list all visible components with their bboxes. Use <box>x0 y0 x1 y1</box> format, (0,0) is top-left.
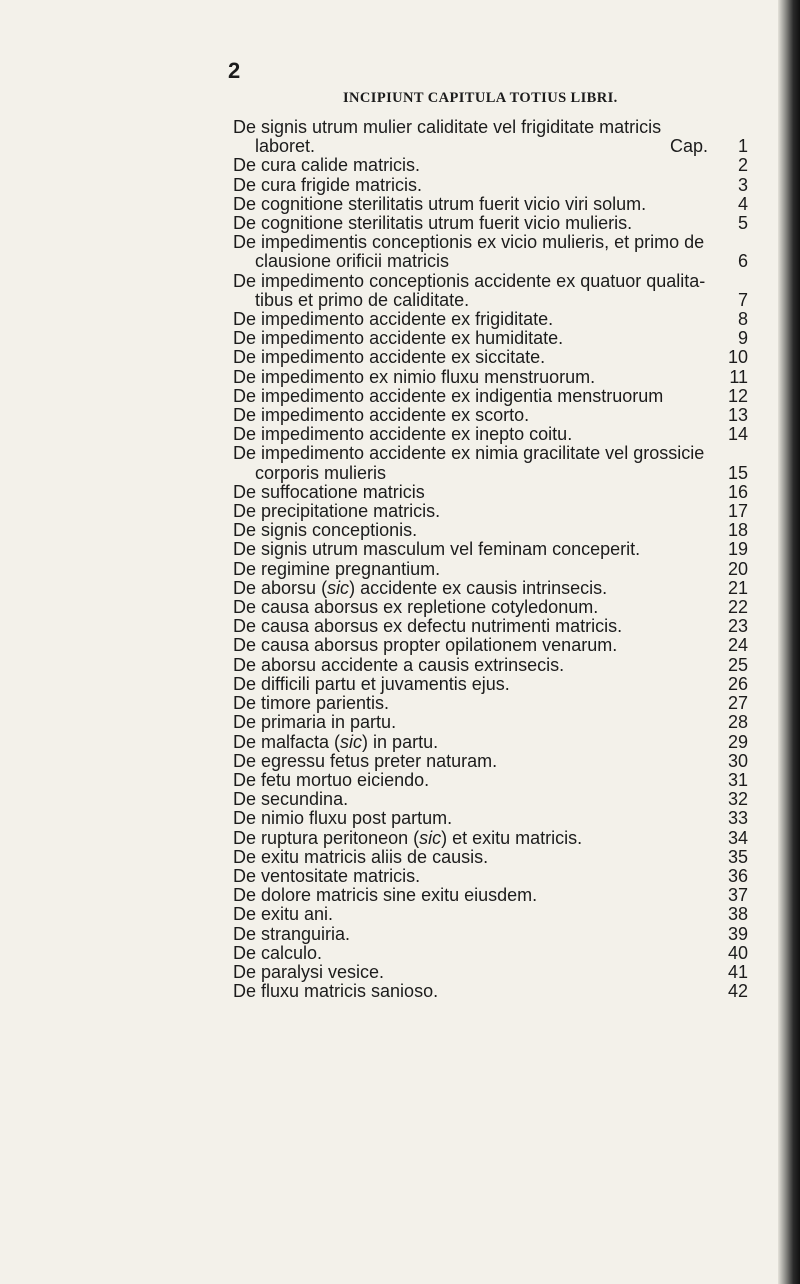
chapter-number: 28 <box>727 712 748 733</box>
toc-entry-text: De suffocatione matricis <box>233 481 425 502</box>
chapter-number: 32 <box>727 789 748 810</box>
toc-entry-text: De cognitione sterilitatis utrum fuerit vicio viri solum. <box>233 193 647 214</box>
toc-entry-text: De impedimento accidente ex humiditate. <box>233 328 564 349</box>
toc-entry-text: tibus et primo de caliditate. <box>255 289 470 310</box>
toc-entry-text: clausione orificii matricis <box>255 251 450 272</box>
toc-entry <box>233 368 748 387</box>
chapter-number: 38 <box>727 904 748 925</box>
toc-entry <box>233 713 748 732</box>
toc-entry <box>233 867 748 886</box>
chapter-number: 4 <box>737 193 748 214</box>
chapter-number: 17 <box>727 501 748 522</box>
toc-entry-text: De exitu matricis aliis de causis. <box>233 846 489 867</box>
toc-entry <box>233 195 748 214</box>
toc-entry <box>233 272 748 310</box>
toc-entry-text: corporis mulieris <box>255 462 387 483</box>
chapter-number: 33 <box>727 808 748 829</box>
table-of-contents <box>233 118 748 1001</box>
chapter-number: 18 <box>727 520 748 541</box>
toc-entry <box>233 982 748 1001</box>
toc-entry-text: De ruptura peritoneon (sic) et exitu matricis. <box>233 827 583 848</box>
chapter-number: 1 <box>737 136 748 157</box>
toc-entry <box>233 310 748 329</box>
toc-entry-text: De impedimento conceptionis accidente ex quatuor qualita- <box>233 270 706 291</box>
toc-entry-text: De cognitione sterilitatis utrum fuerit vicio mulieris. <box>233 213 633 234</box>
toc-entry-text: De cura calide matricis. <box>233 155 421 176</box>
toc-entry <box>233 233 748 271</box>
toc-entry <box>233 425 748 444</box>
toc-entry <box>233 636 748 655</box>
chapter-number: 20 <box>727 558 748 579</box>
toc-entry-text: De impedimento accidente ex frigiditate. <box>233 309 554 330</box>
toc-entry-text: De fluxu matricis sanioso. <box>233 981 439 1002</box>
toc-entry-text: De exitu ani. <box>233 904 334 925</box>
toc-entry-text: De ventositate matricis. <box>233 865 421 886</box>
running-head: INCIPIUNT CAPITULA TOTIUS LIBRI. <box>343 90 618 106</box>
page-edge-shadow <box>778 0 800 1284</box>
toc-entry-text: De impedimento accidente ex indigentia menstruorum <box>233 385 664 406</box>
chapter-number: 7 <box>737 289 748 310</box>
toc-entry-text: De impedimento ex nimio fluxu menstruorum. <box>233 366 596 387</box>
toc-entry <box>233 656 748 675</box>
toc-entry-text: De impedimento accidente ex scorto. <box>233 405 530 426</box>
chapter-number: 19 <box>727 539 748 560</box>
toc-entry <box>233 963 748 982</box>
chapter-number: 14 <box>727 424 748 445</box>
toc-entry-text: De causa aborsus ex defectu nutrimenti matricis. <box>233 616 623 637</box>
toc-entry <box>233 829 748 848</box>
chapter-number: 40 <box>727 942 748 963</box>
toc-entry <box>233 348 748 367</box>
chapter-number: 26 <box>727 673 748 694</box>
toc-entry <box>233 502 748 521</box>
toc-entry <box>233 733 748 752</box>
chapter-number: 29 <box>727 731 748 752</box>
chapter-number: 41 <box>727 961 748 982</box>
chapter-number: 30 <box>727 750 748 771</box>
toc-entry <box>233 905 748 924</box>
chapter-number: 25 <box>727 654 748 675</box>
toc-entry <box>233 329 748 348</box>
toc-entry-text: De malfacta (sic) in partu. <box>233 731 439 752</box>
toc-entry <box>233 925 748 944</box>
chapter-number: 13 <box>727 405 748 426</box>
toc-entry-text: laboret. <box>255 136 316 157</box>
toc-entry-text: De impedimentis conceptionis ex vicio mulieris, et primo de <box>233 232 705 253</box>
chapter-number: 12 <box>727 385 748 406</box>
toc-entry <box>233 752 748 771</box>
toc-entry-text: De fetu mortuo eiciendo. <box>233 769 430 790</box>
chapter-number: 42 <box>727 981 748 1002</box>
chapter-number: 21 <box>727 577 748 598</box>
toc-entry <box>233 771 748 790</box>
chapter-number: 37 <box>727 885 748 906</box>
chapter-number: 16 <box>727 481 748 502</box>
toc-entry-text: De stranguiria. <box>233 923 351 944</box>
toc-entry <box>233 790 748 809</box>
toc-entry-text: De aborsu accidente a causis extrinsecis. <box>233 654 565 675</box>
chapter-number: 24 <box>727 635 748 656</box>
toc-entry-text: De nimio fluxu post partum. <box>233 808 453 829</box>
chapter-number: 11 <box>729 366 748 387</box>
chapter-number: 31 <box>727 769 748 790</box>
toc-entry <box>233 540 748 559</box>
toc-entry-text: De signis utrum mulier caliditate vel frigiditate matricis <box>233 117 662 137</box>
chapter-number: 34 <box>727 827 748 848</box>
toc-entry-text: De timore parientis. <box>233 693 390 714</box>
page-number: 2 <box>228 58 241 83</box>
toc-entry-text: De secundina. <box>233 789 349 810</box>
toc-entry <box>233 156 748 175</box>
toc-entry <box>233 444 748 482</box>
toc-entry <box>233 406 748 425</box>
toc-entry-text: De precipitatione matricis. <box>233 501 441 522</box>
chapter-number: 27 <box>727 693 748 714</box>
chapter-number: 36 <box>727 865 748 886</box>
toc-entry-text: De primaria in partu. <box>233 712 397 733</box>
chapter-number: 5 <box>737 213 748 234</box>
toc-entry <box>233 809 748 828</box>
toc-entry <box>233 675 748 694</box>
chapter-number: 35 <box>727 846 748 867</box>
toc-entry <box>233 214 748 233</box>
toc-entry <box>233 118 748 156</box>
toc-entry <box>233 176 748 195</box>
chapter-number: 39 <box>727 923 748 944</box>
toc-entry <box>233 483 748 502</box>
toc-entry-text: De paralysi vesice. <box>233 961 385 982</box>
chapter-number: 15 <box>727 462 748 483</box>
chapter-number: 2 <box>737 155 748 176</box>
toc-entry-text: De impedimento accidente ex inepto coitu. <box>233 424 573 445</box>
chapter-number: 6 <box>737 251 748 272</box>
toc-entry <box>233 521 748 540</box>
toc-entry-text: De impedimento accidente ex nimia gracilitate vel grossicie <box>233 443 705 464</box>
toc-entry-text: De causa aborsus propter opilationem venarum. <box>233 635 618 656</box>
toc-entry <box>233 617 748 636</box>
chapter-number: 9 <box>737 328 748 349</box>
toc-entry-text: De signis conceptionis. <box>233 520 418 541</box>
chapter-number: 22 <box>727 597 748 618</box>
chapter-number: 8 <box>737 309 748 330</box>
chapter-number: 10 <box>727 347 748 368</box>
chapter-column-label: Cap. <box>669 136 708 157</box>
toc-entry-text: De aborsu (sic) accidente ex causis intrinsecis. <box>233 577 608 598</box>
toc-entry-text: De difficili partu et juvamentis ejus. <box>233 673 510 694</box>
toc-entry-text: De impedimento accidente ex siccitate. <box>233 347 546 368</box>
chapter-number: 3 <box>737 174 748 195</box>
toc-entry-text: De cura frigide matricis. <box>233 174 423 195</box>
toc-entry-text: De calculo. <box>233 942 323 963</box>
toc-entry <box>233 560 748 579</box>
toc-entry <box>233 387 748 406</box>
toc-entry-text: De regimine pregnantium. <box>233 558 441 579</box>
toc-entry-text: De causa aborsus ex repletione cotyledonum. <box>233 597 599 618</box>
toc-entry <box>233 579 748 598</box>
toc-entry <box>233 886 748 905</box>
toc-entry <box>233 848 748 867</box>
chapter-number: 23 <box>727 616 748 637</box>
toc-entry-text: De dolore matricis sine exitu eiusdem. <box>233 885 538 906</box>
toc-entry-text: De signis utrum masculum vel feminam conceperit. <box>233 539 641 560</box>
toc-entry <box>233 944 748 963</box>
toc-entry-text: De egressu fetus preter naturam. <box>233 750 498 771</box>
toc-entry <box>233 598 748 617</box>
toc-entry <box>233 694 748 713</box>
